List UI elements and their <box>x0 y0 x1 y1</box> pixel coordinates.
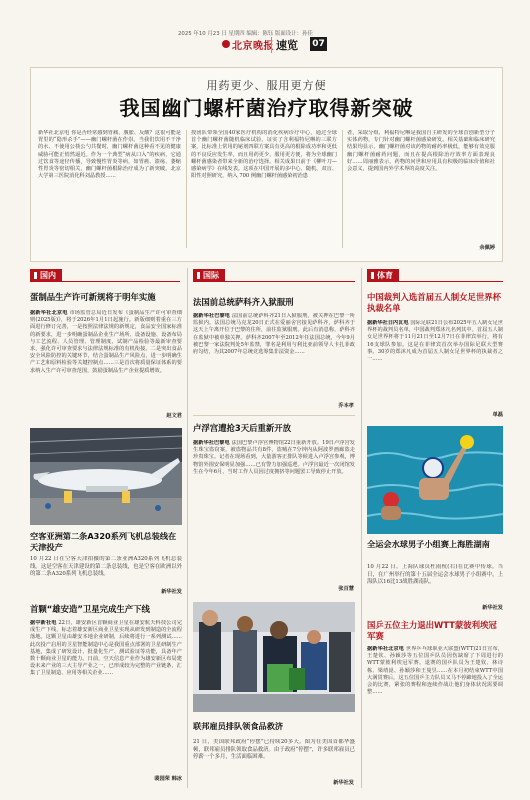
col-divider-1 <box>187 268 188 788</box>
section-label-sports: 体育 <box>367 269 399 282</box>
lead-body-col3: 者，采取分组，利福特尼啉是我国自主研发的全球首创新型分子实体药物，专门针对幽门螺杆菌感染研发。相关基础和临床研究结果均显示，幽门螺杆菌对该药物的耐药率极低，能够有效克服幽门螺杆菌耐药问题，而且在提高根除治疗效率方面表现良好……周丽雅表示，药物的问世和应用具有积极的临床价值和社会意义，提到国内外学术界的高度关注。 <box>347 130 495 173</box>
lead-divider-1 <box>186 130 187 248</box>
lead-body-col1: 新华社北京电 你是否经常感到胃痛、腹胀、反酸？这很可能是胃里的“隐形杀手”——幽门螺杆菌在作祟。当我们饮用不干净的水、不使用公筷公勺共餐时，幽门螺杆菌这种看不见的健康威胁可能正悄然逼近。作为一个典型“病从口入”的疾病，它通过饮食等途径传播，导致慢性胃炎等病，如胃癌、溃疡、萎缩性胃炎等密切相关，幽门螺杆菌根除治疗成为了新突破。北京大学第三医院消化科刘晶教授…… <box>38 130 181 180</box>
page-number: 07 <box>310 37 327 51</box>
food-aid-photo <box>193 602 355 712</box>
food-aid-byline: 新华社发 <box>333 780 354 786</box>
col-divider-2 <box>361 268 362 788</box>
logo-mark <box>222 40 230 48</box>
section-header-domestic <box>30 268 180 282</box>
section-label-domestic: 国内 <box>30 269 62 282</box>
intl-byline-2: 张百慧 <box>338 586 354 592</box>
paper-name: 北京晚报 <box>232 40 274 52</box>
sports-dateline-1: 据新华社日内瓦电 <box>367 320 409 326</box>
domestic-byline-1: 赵文君 <box>166 413 182 419</box>
food-aid-caption-title: 联邦雇员排队领食品救济 <box>193 721 284 731</box>
airbus-caption-title: 空客亚洲第二条A320系列飞机总装线在天津投产 <box>30 531 177 552</box>
sports-byline-1: 单磊 <box>492 412 503 418</box>
airbus-caption: 10 月22 日在空客天津拍摄的第二条亚洲A320系列飞机总装线。这是空客在天津建设的第二条总装线，也是空客在欧洲以外的第二条A320系列飞机总装线。 <box>30 556 182 578</box>
lead-divider-2 <box>342 130 343 248</box>
lead-headline: 我国幽门螺杆菌治疗取得新突破 <box>119 96 414 120</box>
section-header-intl <box>193 268 355 282</box>
intl-headline-1: 法国前总统萨科齐入狱服刑 <box>193 297 294 307</box>
intl-headline-2: 卢浮宫遭抢3天后重新开放 <box>193 423 291 433</box>
sports-headline-2: 国乒五位主力退出WTT蒙彼利埃冠军赛 <box>367 620 497 641</box>
masthead-logo <box>222 37 274 51</box>
intl-dateline-2: 据新华社巴黎电 <box>193 440 230 446</box>
domestic-byline-2: 裴园荣 韩冰 <box>154 776 182 782</box>
domestic-body-2 <box>30 620 182 772</box>
airbus-byline: 新华社发 <box>161 589 182 595</box>
intl-dateline-1: 据新华社巴黎电 <box>193 313 231 319</box>
dateline: 2025 年10 月23 日 星期四 编辑：陈钰 版面设计：孙佳 <box>178 31 313 37</box>
lead-kicker: 用药更少、服用更方便 <box>206 79 327 92</box>
section-title: 速览 <box>271 37 298 53</box>
domestic-dateline-1: 据新华社北京电 <box>30 310 68 316</box>
sports-text-1: 国际足联21日公布2025年五人制女足世界杯的裁判员名单，中国裁判郑沐凡名列其中。首届五人制女足世界杯将于11月21日至12月7日在菲律宾举行，将有16支球队参加。这是在菲律宾首次举办国际足联大型赛事。30岁的郑沐凡成为首届五人制女足世界杯的执裁者之一…… <box>367 320 503 363</box>
lead-body-col2: 授团队带领全国40家医疗机构的消化疾病诊疗中心，通过全球首个幽门螺杆菌随机临床试验，证实了含利福特尼啉的三联方案，比标准上常用的铋剂四联方案具有更高的根除成功率和更低的不良反应发生率，而且用药更少，服用更方便，将为全球幽门螺杆菌感染者带来全新的治疗选择。相关成果日前于《柳叶刀—感染病学》在线发表。这项在中国开展的多中心、随机、双盲、阳性对照研究，纳入 700 例幽门螺杆菌感染初治患 <box>191 130 337 180</box>
water-polo-photo <box>367 426 503 534</box>
domestic-dateline-2: 据中新社电 <box>30 620 57 626</box>
sports-dateline-2: 据新华社北京电 <box>367 646 405 652</box>
food-aid-caption-text: 21 日，美国联邦政府“停摆”已持续20多天。图为在美国首都华盛顿，联邦雇员排队领取食品救济。由于政府“停摆”，许多联邦雇员已停薪一个多月，生活面临困难。 <box>193 739 355 761</box>
water-polo-caption: 10 月22 日，上海队球员杜雨杭(右)在比赛中传球。当日，在广州举行的第十五届全运会水球男子小组赛中，上海队以16比13战胜湖南队。 <box>367 564 503 586</box>
domestic-body-1 <box>30 310 182 410</box>
sports-text-2: 世界乒乓球职业大联盟(WTT)21日宣布，王楚钦、孙颖莎等五位国乒队员因伤缺席了下周进行的WTT蒙彼利埃冠军赛。退赛的国乒队员为王楚钦、林诗栋、梁靖崑、孙颖莎和王曼昱……在本月初结束WTT中国大满贯赛后，这五位国乒主力队员又马不停蹄地投入了全运会的比赛，紧张的赛程和连续作战让他们身体状况需要调整…… <box>367 646 503 696</box>
sports-headline-1: 中国裁判入选首届五人制女足世界杯执裁名单 <box>367 292 501 313</box>
intl-text-2: 法国巴黎卢浮宫博物馆22日重新开放。19日卢浮宫发生珠宝盗窃案，被盗物品共有8件，盗贼在7分钟内从阿波罗画廊盗走珍贵珠宝。记者在现场看到，大量游客正排队等候进入卢浮宫参观，博物馆外围安保明显加强……已有警力加强巡逻。卢浮宫最近一次闭馆发生在今年6月，当时工作人员因过度拥挤等问题罢工导致停止开放。 <box>193 440 355 475</box>
water-polo-caption-title: 全运会水球男子小组赛上海胜湖南 <box>367 539 490 549</box>
intl-body-1 <box>193 313 355 401</box>
section-label-intl: 国际 <box>193 269 225 282</box>
domestic-headline-2: 首颗“雄安造”卫星完成生产下线 <box>30 604 150 614</box>
intl-body-2 <box>193 440 355 583</box>
lead-byline: 余佩婷 <box>479 245 495 251</box>
section-header-sports <box>367 268 503 282</box>
sports-body-1 <box>367 320 503 408</box>
intl-separator <box>193 415 355 416</box>
airbus-photo <box>30 428 182 525</box>
water-polo-byline: 新华社发 <box>482 605 503 611</box>
domestic-text-2: 22日，雄安新区首颗商业卫星在雄安航天科技公司完成生产下线，标志着雄安新区商业卫星实现从研发到制造的全流程落地。这颗卫星由雄安本地企业研制，后续将进行一系列测试……此次投产启用的卫星智能制造中心是我国重点部署的卫星研制生产基地，集成了研发设计、批量化生产、测试验证等功能，具备年产数十颗商业卫星的能力。日前，空天信息产业作为雄安新区布局建设未来产业的三大主导产业之一，已形成较为完整的产业链条，汇集了卫星制造、应用等相关企业…… <box>30 620 182 677</box>
domestic-headline-1: 蛋制品生产许可新规将于明年实施 <box>30 292 156 302</box>
sports-body-2 <box>367 646 503 784</box>
intl-byline-1: 乔本孝 <box>338 403 354 409</box>
domestic-text-1: 市场监管总局近日发布《蛋制品生产许可审查细则(2025版)》，将于2026年1月1日起施行。新版细则着重在三方面进行修订完善，一是按照法律法规的新规定，食品安全国家标准的新要求，进一步明确蛋制品企业生产场所、设备设施、设备布局与工艺流程、人员管理、管理制度、试制产品检验等最新审查要求，强化许可审查要求与法律法规标准的有机衔接。二是突出食品安全风险防控的关键环节，结合蛋制品生产风险点，进一步明确生产工艺和原料检验等关键控制点……三是首次将质量保证体系的要求纳入生产许可审查范围，鼓励蛋制品生产企业提质增效。 <box>30 310 182 374</box>
intl-text-1: 法国前总统萨科齐21日入狱服刑，被关押在巴黎一所监狱内。法国总统马克龙20日正式在爱丽舍宫接见萨科齐，萨科齐于这天上午离开位于巴黎的住所，前往监狱服刑。此后有消息称，萨科齐在监狱中被单独关押。萨科齐2007年至2012年任法国总统，今年9月被巴黎一家法院判处5年监禁，罪名是利用与利比亚前领导人卡扎菲政府勾结，为其2007年总统竞选筹集非法资金…… <box>193 313 355 356</box>
